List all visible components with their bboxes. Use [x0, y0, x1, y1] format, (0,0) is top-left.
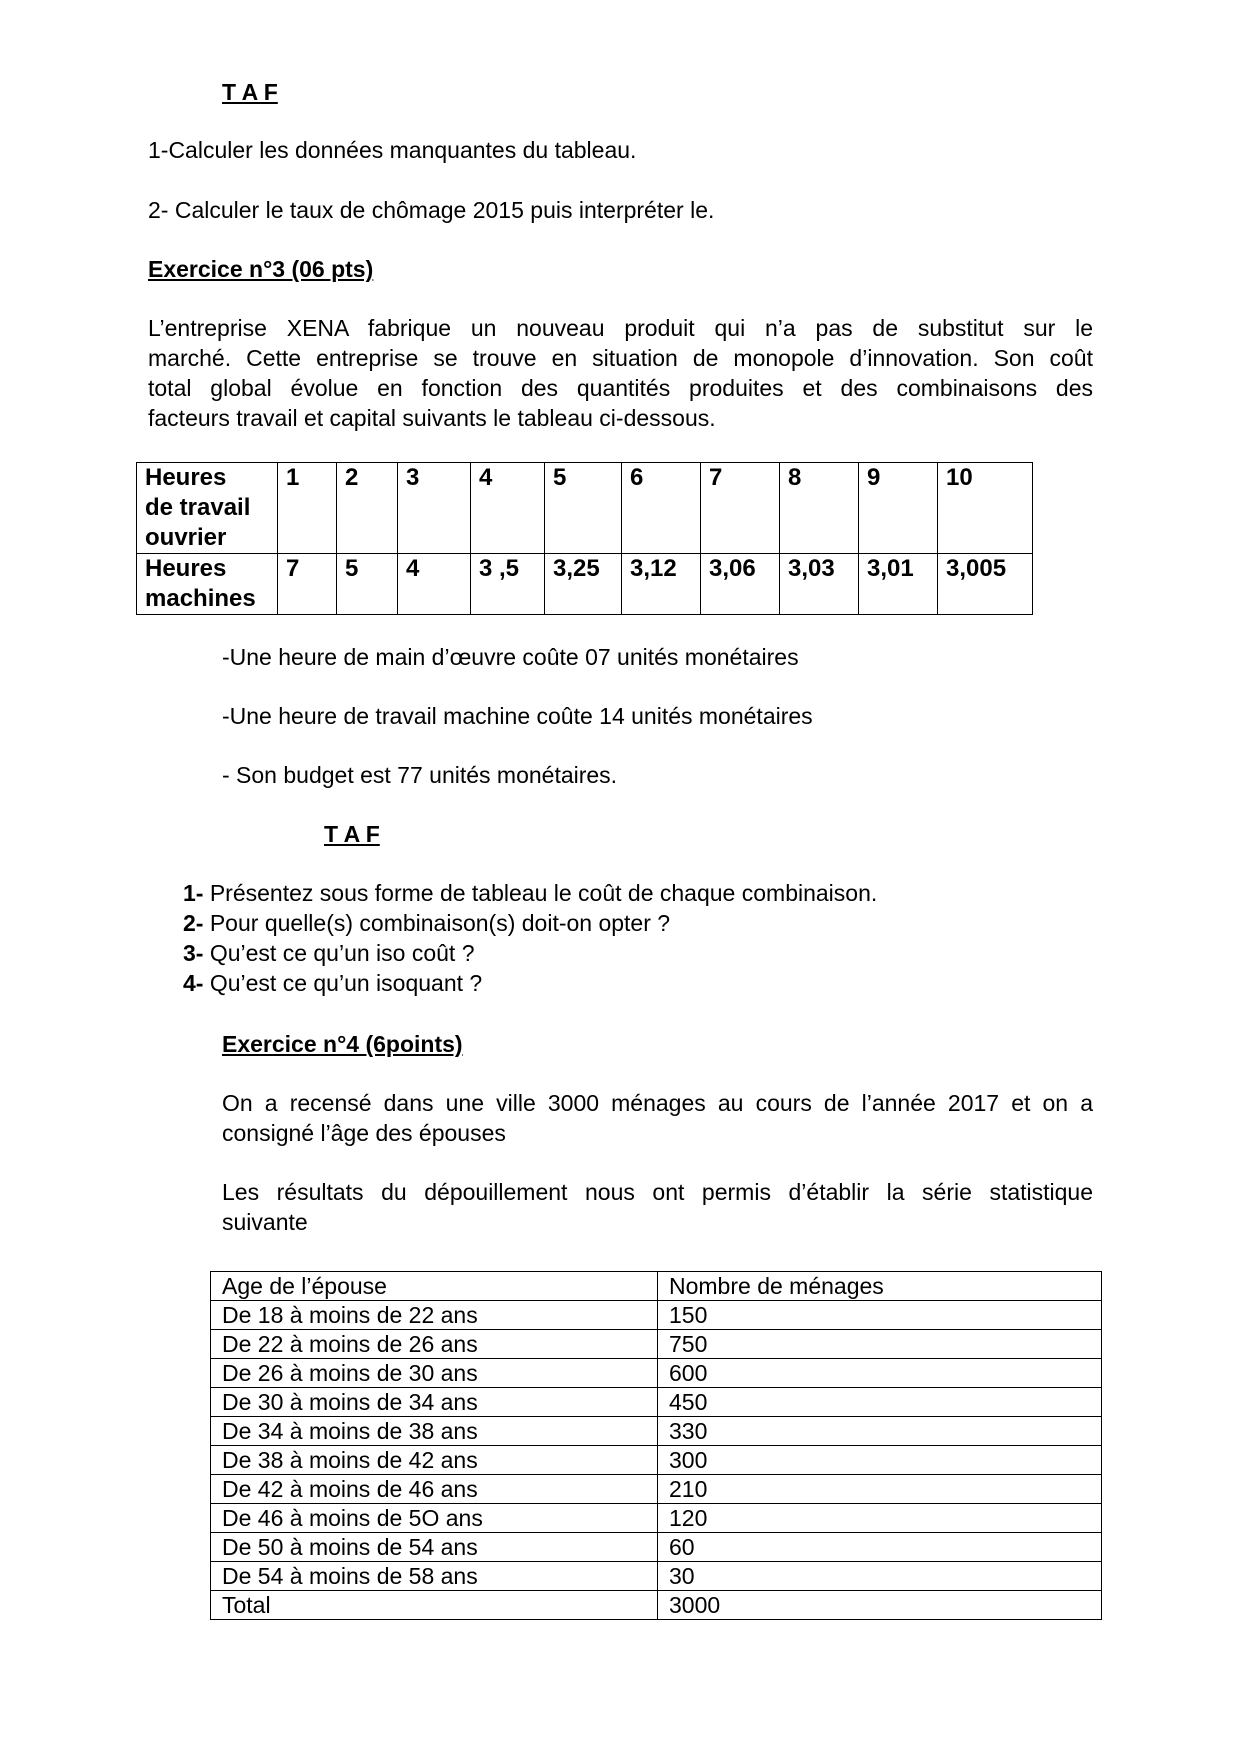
table-row	[211, 1504, 1102, 1533]
table-cell: De 34 à moins de 38 ans	[211, 1417, 658, 1446]
table-cell: 5	[337, 554, 398, 615]
table-cell: De 46 à moins de 5O ans	[211, 1504, 658, 1533]
table-row	[211, 1388, 1102, 1417]
table-cell: 5	[545, 463, 622, 554]
production-combinations-table	[136, 462, 1033, 615]
table-cell: 3,01	[859, 554, 938, 615]
table-cell: 3,06	[701, 554, 780, 615]
taf-heading-1: T A F	[222, 79, 278, 105]
table-cell: De 38 à moins de 42 ans	[211, 1446, 658, 1475]
table-cell: 2	[337, 463, 398, 554]
table-cell: 3	[398, 463, 471, 554]
row-header-machine-hours: Heures machines	[137, 554, 278, 615]
list-item: 2- Pour quelle(s) combinaison(s) doit-on opter ?	[183, 910, 671, 936]
table-cell: De 42 à moins de 46 ans	[211, 1475, 658, 1504]
table-cell: Total	[211, 1591, 658, 1620]
taf1-question-1: 1-Calculer les données manquantes du tableau.	[148, 137, 637, 163]
table-cell: 120	[658, 1504, 1102, 1533]
table-row	[211, 1301, 1102, 1330]
table-cell: 1	[278, 463, 337, 554]
table-row-total	[211, 1591, 1102, 1620]
table-cell: 7	[701, 463, 780, 554]
table-cell: 9	[859, 463, 938, 554]
table-cell: 450	[658, 1388, 1102, 1417]
table-row	[211, 1533, 1102, 1562]
table-row	[137, 554, 1033, 615]
taf1-question-2: 2- Calculer le taux de chômage 2015 puis interpréter le.	[148, 197, 715, 223]
column-header-age: Age de l’épouse	[211, 1272, 658, 1301]
table-row	[211, 1562, 1102, 1591]
paragraph-line: consigné l’âge des épouses	[222, 1120, 506, 1146]
table-cell: De 22 à moins de 26 ans	[211, 1330, 658, 1359]
table-row	[137, 463, 1033, 554]
table-cell: 3,12	[622, 554, 701, 615]
paragraph-line: On a recensé dans une ville 3000 ménages au cours de l’année 2017 et on a	[222, 1090, 1093, 1116]
paragraph-line: L’entreprise XENA fabrique un nouveau produit qui n’a pas de substitut sur le	[148, 315, 1093, 341]
wife-age-distribution-table	[210, 1271, 1102, 1620]
table-cell: 3,005	[938, 554, 1033, 615]
table-row	[211, 1359, 1102, 1388]
table-cell: 3 ,5	[471, 554, 545, 615]
taf2-question-list	[183, 878, 877, 998]
table-row	[211, 1475, 1102, 1504]
list-item: 1- Présentez sous forme de tableau le coût de chaque combinaison.	[183, 880, 878, 906]
table-cell: 600	[658, 1359, 1102, 1388]
table-cell: 10	[938, 463, 1033, 554]
table-cell: 150	[658, 1301, 1102, 1330]
exercise-3-paragraph	[148, 313, 1093, 433]
exercise-4-title: Exercice n°4 (6points)	[222, 1031, 463, 1057]
table-row	[211, 1330, 1102, 1359]
table-cell: 210	[658, 1475, 1102, 1504]
table-cell: 3000	[658, 1591, 1102, 1620]
table-cell: 30	[658, 1562, 1102, 1591]
table-cell: 3,25	[545, 554, 622, 615]
table-row	[211, 1446, 1102, 1475]
paragraph-line: total global évolue en fonction des quantités produites et des combinaisons des	[148, 375, 1093, 401]
table-cell: 750	[658, 1330, 1102, 1359]
exercise-4-paragraph-2	[222, 1177, 1093, 1237]
table-cell: De 18 à moins de 22 ans	[211, 1301, 658, 1330]
column-header-households: Nombre de ménages	[658, 1272, 1102, 1301]
table-cell: 7	[278, 554, 337, 615]
note-labor-cost: -Une heure de main d’œuvre coûte 07 unités monétaires	[222, 644, 799, 670]
table-header-row	[211, 1272, 1102, 1301]
paragraph-line: facteurs travail et capital suivants le tableau ci-dessous.	[148, 405, 716, 431]
table-cell: De 54 à moins de 58 ans	[211, 1562, 658, 1591]
table-cell: 4	[471, 463, 545, 554]
table-cell: 330	[658, 1417, 1102, 1446]
exercise-3-title: Exercice n°3 (06 pts)	[148, 256, 374, 282]
table-cell: De 30 à moins de 34 ans	[211, 1388, 658, 1417]
table-cell: De 26 à moins de 30 ans	[211, 1359, 658, 1388]
table-cell: 4	[398, 554, 471, 615]
paragraph-line: suivante	[222, 1209, 308, 1235]
note-budget: - Son budget est 77 unités monétaires.	[222, 762, 618, 788]
note-machine-cost: -Une heure de travail machine coûte 14 unités monétaires	[222, 703, 813, 729]
row-header-labor-hours: Heures de travail ouvrier	[137, 463, 278, 554]
table-row	[211, 1417, 1102, 1446]
table-cell: 60	[658, 1533, 1102, 1562]
table-cell: 300	[658, 1446, 1102, 1475]
list-item: 4- Qu’est ce qu’un isoquant ?	[183, 970, 483, 996]
list-item: 3- Qu’est ce qu’un iso coût ?	[183, 940, 475, 966]
paragraph-line: Les résultats du dépouillement nous ont permis d’établir la série statistique	[222, 1179, 1093, 1205]
taf-heading-2: T A F	[324, 821, 380, 847]
table-cell: 8	[780, 463, 859, 554]
paragraph-line: marché. Cette entreprise se trouve en situation de monopole d’innovation. Son coût	[148, 345, 1093, 371]
exercise-4-paragraph-1	[222, 1088, 1093, 1148]
table-cell: De 50 à moins de 54 ans	[211, 1533, 658, 1562]
table-cell: 6	[622, 463, 701, 554]
table-cell: 3,03	[780, 554, 859, 615]
